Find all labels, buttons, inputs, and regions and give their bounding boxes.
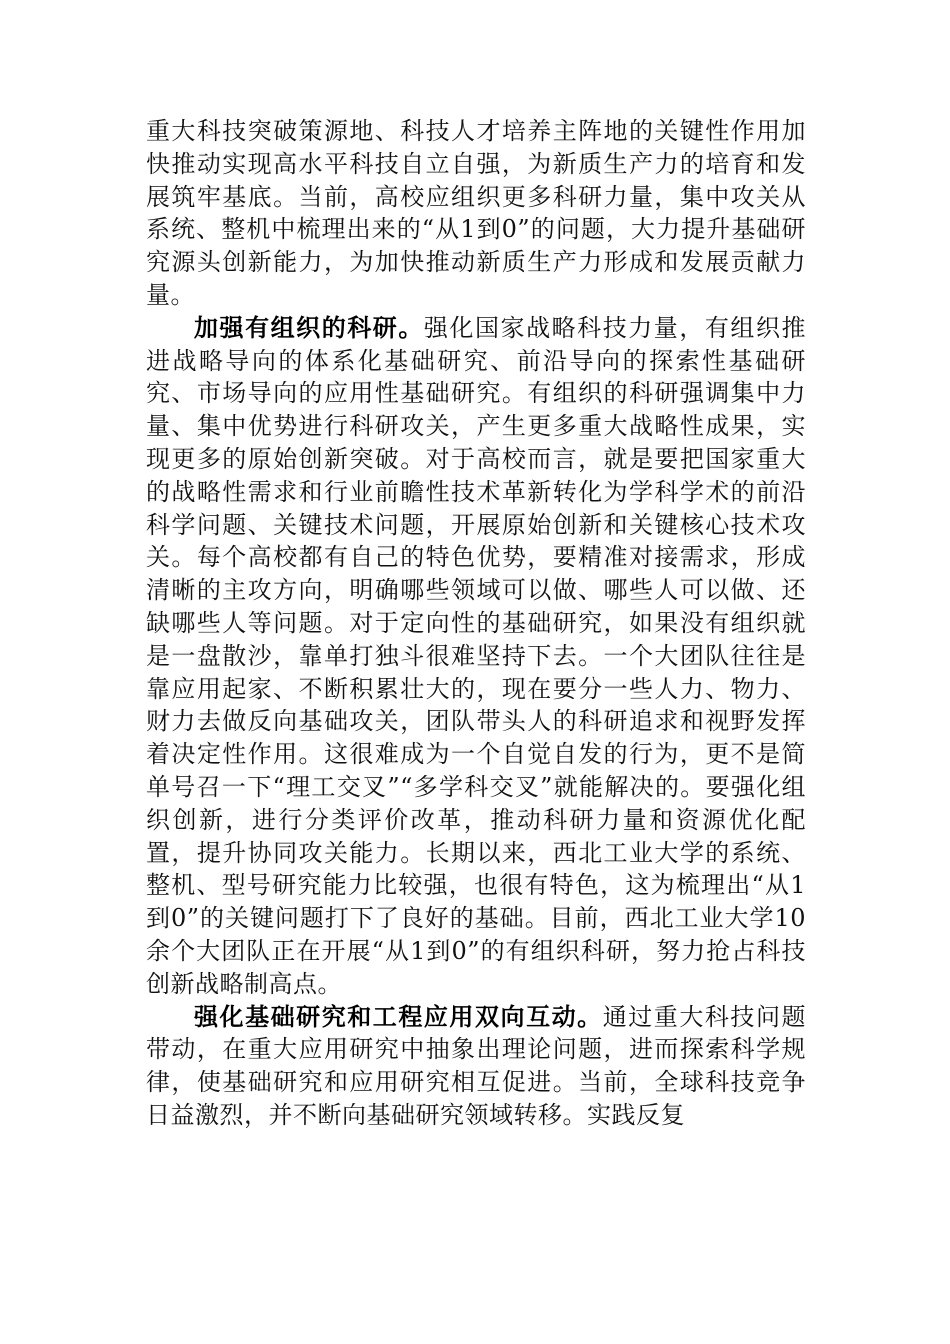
body-text: [146, 115, 806, 1132]
paragraph-basic-engineering-interaction: [146, 1001, 806, 1132]
paragraph-organized-research: [146, 312, 806, 1001]
paragraph-text: 通过重大科技问题带动，在重大应用研究中抽象出理论问题，进而探索科学规律，使基础研究和应用研究相互促进。当前，全球科技竞争日益激烈，并不断向基础研究领域转移。实践反复: [146, 1002, 807, 1129]
paragraph-lead-heading: 强化基础研究和工程应用双向互动。: [194, 1001, 603, 1031]
paragraph-text: 强化国家战略科技力量，有组织推进战略导向的体系化基础研究、前沿导向的探索性基础研究、市场导向的应用性基础研究。有组织的科研强调集中力量、集中优势进行科研攻关，产生更多重大战略性成果，实现更多的原始创新突破。对于高校而言，就是要把国家重大的战略性需求和行业前瞻性技术革新转化为学科学术的前沿科学问题、关键技术问题，开展原始创新和关键核心技术攻关。每个高校都有自己的特色优势，要精准对接需求，形成清晰的主攻方向，明确哪些领域可以做、哪些人可以做、还缺哪些人等问题。对于定向性的基础研究，如果没有组织就是一盘散沙，靠单打独斗很难坚持下去。一个大团队往往是靠应用起家、不断积累壮大的，现在要分一些人力、物力、财力去做反向基础攻关，团队带头人的科研追求和视野发挥着决定性作用。这很难成为一个自觉自发的行为，更不是简单号召一下“理工交叉”“多学科交叉”就能解决的。要强化组织创新，进行分类评价改革，推动科研力量和资源优化配置，提升协同攻关能力。长期以来，西北工业大学的系统、整机、型号研究能力比较强，也很有特色，这为梳理出“从1到0”的关键问题打下了良好的基础。目前，西北工业大学10余个大团队正在开展“从1到0”的有组织科研，努力抢占科技创新战略制高点。: [146, 313, 806, 998]
paragraph-lead-heading: 加强有组织的科研。: [194, 312, 424, 342]
paragraph-continued: [146, 115, 806, 312]
paragraph-text: 重大科技突破策源地、科技人才培养主阵地的关键性作用加快推动实现高水平科技自立自强，为新质生产力的培育和发展筑牢基底。当前，高校应组织更多科研力量，集中攻关从系统、整机中梳理出来的“从1到0”的问题，大力提升基础研究源头创新能力，为加快推动新质生产力形成和发展贡献力量。: [146, 117, 806, 309]
